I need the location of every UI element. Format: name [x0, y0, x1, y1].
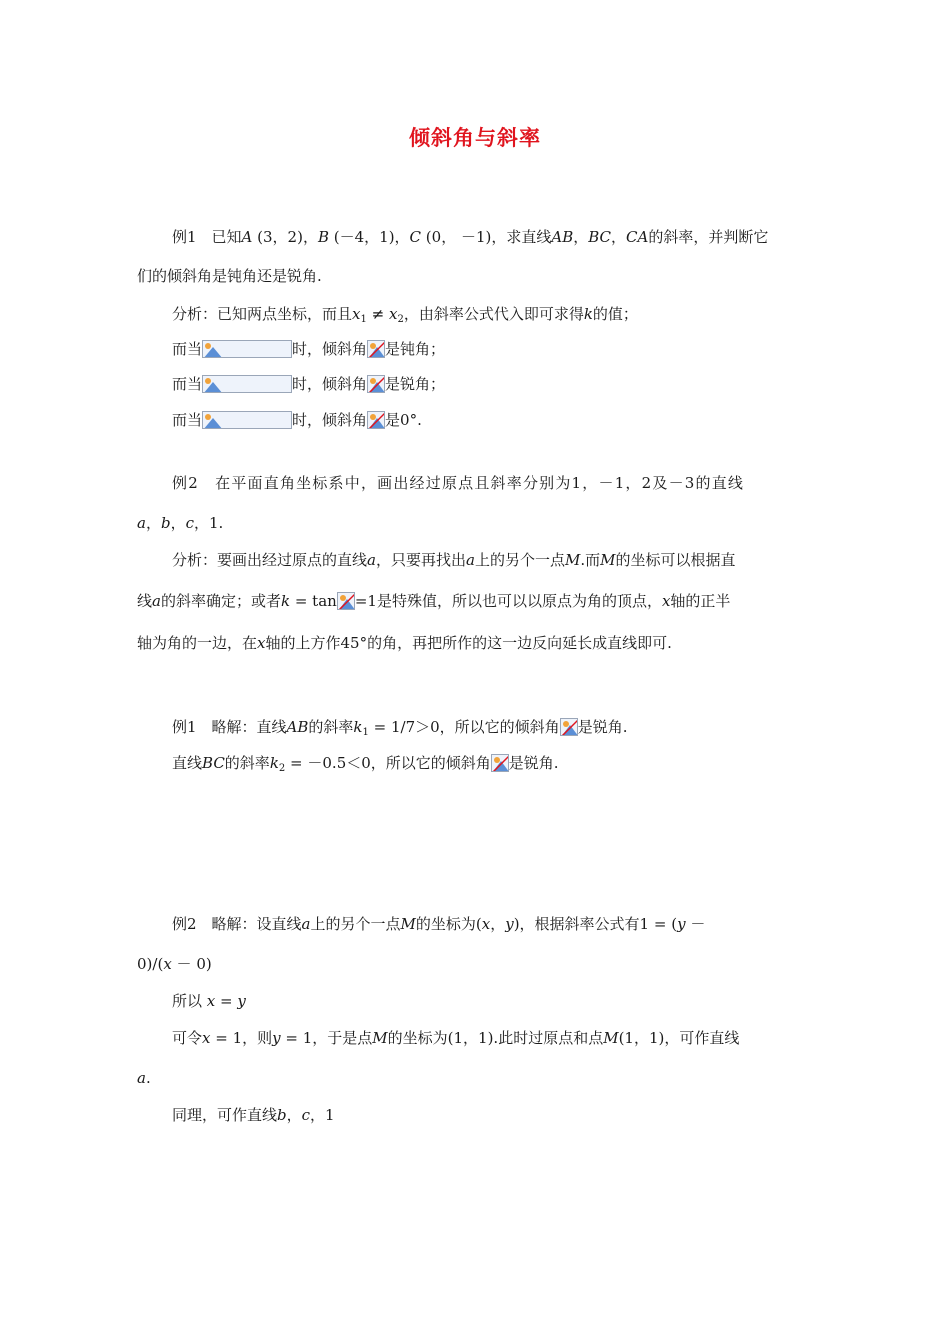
analysis-1-line-1: 分析：已知两点坐标，而且$x_1 \ne x_2$，由斜率公式代入即可求得k的值；: [172, 305, 638, 325]
page-title: 倾斜角与斜率: [409, 126, 541, 150]
solution-2-line-4: 可令x = 1，则y = 1，于是点M的坐标为(1，1).此时过原点和点M(1，1)，可作直线: [172, 1029, 740, 1047]
solution-2-line-5: a.: [137, 1069, 151, 1087]
formula-image-icon: [202, 375, 292, 393]
formula-image-icon: [202, 340, 292, 358]
formula-image-icon: [367, 411, 385, 429]
solution-2-line-6: 同理，可作直线b，c，1: [172, 1106, 335, 1124]
analysis-2-line-2: 线a的斜率确定；或者k = tan =1是特殊值，所以也可以以原点为角的顶点，x轴的正半: [137, 592, 731, 610]
formula-image-icon: [367, 375, 385, 393]
solution-2-line-2: 0)/(x － 0): [137, 955, 212, 973]
solution-1-line-1: 例1 略解：直线AB的斜率$k_1 = 1/7>0$，所以它的倾斜角 是锐角.: [172, 718, 628, 738]
analysis-1-case-acute: 而当 时，倾斜角 是锐角；: [172, 375, 446, 393]
solution-2-line-3: 所以 x = y: [172, 992, 246, 1010]
formula-image-icon: [337, 592, 355, 610]
solution-1-line-2: 直线BC的斜率$k_2 = -0.5<0$，所以它的倾斜角 是锐角.: [172, 754, 559, 774]
analysis-2-line-3: 轴为角的一边，在x轴的上方作45°的角，再把所作的这一边反向延长成直线即可.: [137, 634, 672, 652]
example-1-line-2: 们的倾斜角是钝角还是锐角.: [137, 267, 322, 285]
analysis-2-line-1: 分析：要画出经过原点的直线a，只要再找出a上的另个一点M.而M的坐标可以根据直: [172, 551, 736, 569]
analysis-1-case-zero: 而当 时，倾斜角 是0°.: [172, 411, 422, 429]
formula-image-icon: [560, 718, 578, 736]
formula-image-icon: [367, 340, 385, 358]
example-1-line-1: 例1 已知A (3，2)，B (－4，1)，C (0， －1)，求直线AB，BC，CA的斜率，并判断它: [172, 228, 769, 246]
analysis-1-case-obtuse: 而当 时，倾斜角 是钝角；: [172, 340, 446, 358]
formula-image-icon: [491, 754, 509, 772]
solution-2-line-1: 例2 略解：设直线a上的另个一点M的坐标为(x，y)，根据斜率公式有1 = (y －: [172, 915, 706, 933]
example-2-line-1: 例2 在平面直角坐标系中，画出经过原点且斜率分别为1，－1，2及－3的直线: [172, 474, 745, 492]
formula-image-icon: [202, 411, 292, 429]
example-2-line-2: a，b，c，1.: [137, 514, 224, 532]
